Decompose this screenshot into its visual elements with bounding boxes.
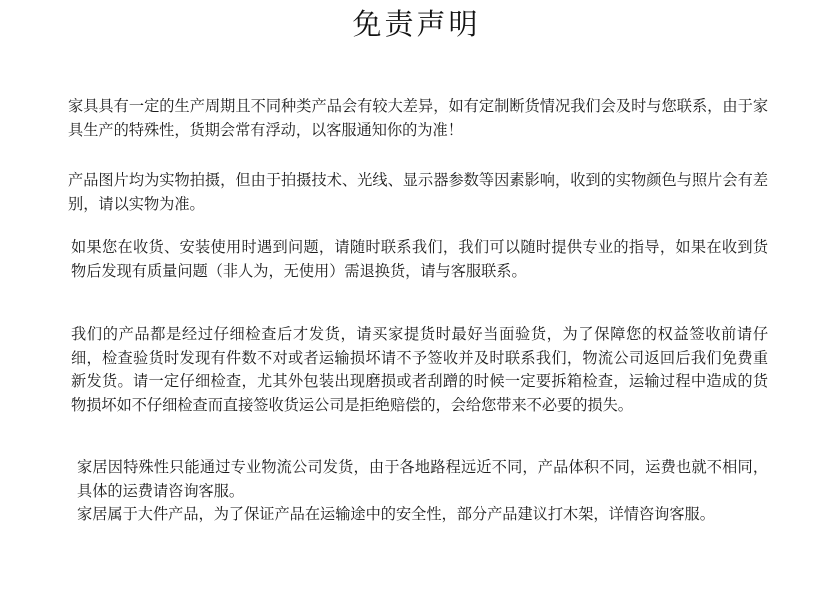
paragraph-delivery-time: 家具具有一定的生产周期且不同种类产品会有较大差异，如有定制断货情况我们会及时与您联系，由于家具生产的特殊性，货期会常有浮动，以客服通知你的为准！ xyxy=(68,97,768,139)
paragraph-after-sales: 如果您在收货、安装使用时遇到问题，请随时联系我们，我们可以随时提供专业的指导，如果在收到货物后发现有质量问题（非人为，无使用）需退换货，请与客服联系。 xyxy=(71,238,768,280)
shipping-freight-line: 家居因特殊性只能通过专业物流公司发货，由于各地路程远近不同，产品体积不同，运费也就不相同，具体的运费请咨询客服。 xyxy=(77,458,768,500)
paragraph-shipping xyxy=(77,456,768,527)
shipping-packaging-line: 家居属于大件产品，为了保证产品在运输途中的安全性，部分产品建议打木架，详情咨询客服。 xyxy=(77,505,715,523)
paragraph-inspection: 我们的产品都是经过仔细检查后才发货，请买家提货时最好当面验货，为了保障您的权益签收前请仔细，检查验货时发现有件数不对或者运输损坏请不予签收并及时联系我们，物流公司返回后我们免费重新发货。请一定仔细检查，尤其外包装出现磨损或者刮蹭的时候一定要拆箱检查，运输过程中造成的货物损坏如不仔细检查而直接签收货运公司是拒绝赔偿的，会给您带来不必要的损失。 xyxy=(71,325,768,414)
page-title: 免责声明 xyxy=(352,7,481,41)
paragraph-product-images: 产品图片均为实物拍摄，但由于拍摄技术、光线、显示器参数等因素影响，收到的实物颜色与照片会有差别，请以实物为准。 xyxy=(68,171,768,213)
